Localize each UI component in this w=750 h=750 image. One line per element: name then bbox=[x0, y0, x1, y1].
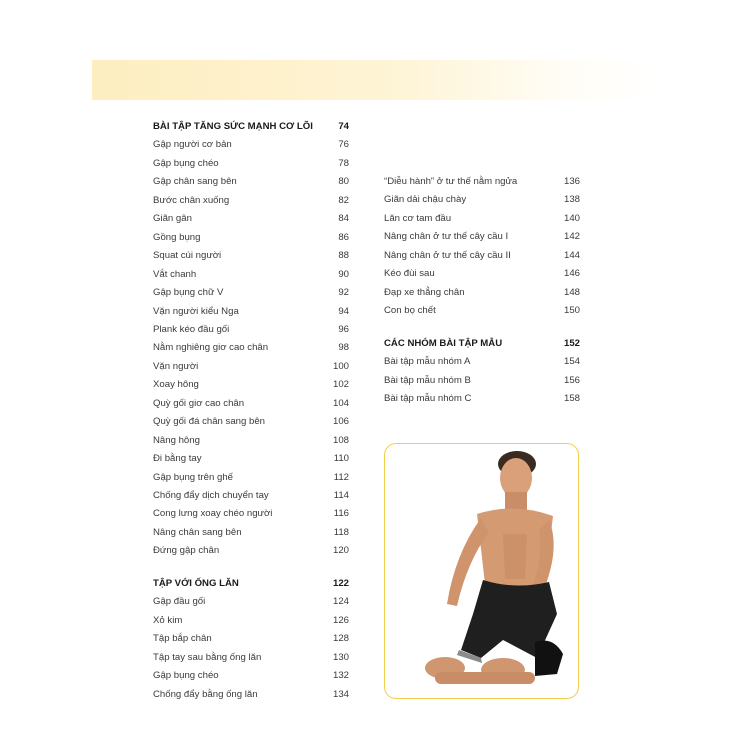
toc-entry bbox=[153, 247, 349, 265]
toc-entry-title: Gập người cơ bản bbox=[153, 139, 232, 151]
toc-entry-page: 124 bbox=[332, 596, 349, 608]
toc-entry-page: 138 bbox=[563, 194, 580, 206]
toc-entry bbox=[384, 302, 580, 320]
toc-entry-title: Bước chân xuống bbox=[153, 194, 230, 206]
toc-entry bbox=[153, 505, 349, 523]
toc-entry-page: 148 bbox=[563, 286, 580, 298]
toc-entry-page: 134 bbox=[332, 688, 349, 700]
toc-entry bbox=[153, 450, 349, 468]
toc-entry-page: 118 bbox=[333, 526, 349, 538]
toc-entry-page: 88 bbox=[338, 250, 349, 262]
toc-entry-title: Gập bụng chéo bbox=[153, 670, 219, 682]
toc-entry bbox=[153, 376, 349, 394]
toc-entry-title: Gập chân sang bên bbox=[153, 176, 237, 188]
toc-entry bbox=[153, 469, 349, 487]
toc-entry bbox=[153, 173, 349, 191]
toc-entry-page: 100 bbox=[332, 360, 349, 372]
toc-entry-title: TẬP VỚI ỐNG LĂN bbox=[153, 578, 239, 589]
toc-entry-page: 76 bbox=[338, 139, 349, 151]
toc-entry bbox=[384, 372, 580, 390]
toc-section-heading bbox=[153, 575, 349, 593]
toc-entry-title: Plank kéo đầu gối bbox=[153, 323, 230, 335]
toc-entry-title: Quỳ gối đá chân sang bên bbox=[153, 416, 266, 428]
toc-entry-page: 144 bbox=[563, 249, 580, 261]
exercise-photo bbox=[384, 443, 579, 699]
toc-entry-page: 86 bbox=[338, 231, 349, 243]
toc-entry bbox=[153, 487, 349, 505]
toc-entry bbox=[153, 321, 349, 339]
toc-entry-title: Gập bụng trên ghế bbox=[153, 471, 234, 483]
toc-entry bbox=[153, 339, 349, 357]
toc-entry-title: BÀI TẬP TĂNG SỨC MẠNH CƠ LÕI bbox=[153, 121, 313, 132]
toc-entry-page: 152 bbox=[563, 338, 580, 349]
toc-entry-page: 104 bbox=[332, 397, 349, 409]
toc-entry-title: Xoay hông bbox=[153, 379, 199, 391]
toc-entry-page: 98 bbox=[338, 342, 349, 354]
toc-entry bbox=[153, 266, 349, 284]
toc-entry bbox=[384, 353, 580, 371]
toc-entry-title: Vặn người kiểu Nga bbox=[153, 305, 239, 317]
toc-entry-page: 114 bbox=[333, 490, 349, 501]
toc-entry-page: 80 bbox=[338, 176, 349, 188]
toc-entry-page: 106 bbox=[332, 416, 349, 428]
toc-entry-page: 92 bbox=[338, 287, 349, 299]
toc-entry-page: 102 bbox=[332, 379, 349, 391]
toc-entry-title: Con bọ chết bbox=[384, 305, 436, 317]
toc-entry bbox=[153, 284, 349, 302]
toc-entry bbox=[153, 395, 349, 413]
toc-entry-title: Nâng hông bbox=[153, 434, 200, 446]
toc-entry-title: Gập bụng chéo bbox=[153, 157, 219, 169]
toc-entry-page: 120 bbox=[332, 545, 349, 557]
toc-entry bbox=[153, 155, 349, 173]
toc-entry bbox=[384, 210, 580, 228]
toc-entry-title: CÁC NHÓM BÀI TẬP MẪU bbox=[384, 338, 503, 349]
toc-entry-title: Nâng chân sang bên bbox=[153, 526, 242, 538]
toc-entry-title: Chống đẩy dịch chuyển tay bbox=[153, 490, 269, 501]
toc-entry-page: 132 bbox=[332, 670, 349, 682]
toc-entry bbox=[384, 247, 580, 265]
toc-entry-page: 140 bbox=[563, 212, 580, 224]
toc-entry-page: 84 bbox=[338, 213, 349, 225]
toc-entry-page: 156 bbox=[563, 374, 580, 386]
toc-entry-page: 154 bbox=[563, 356, 580, 368]
toc-entry-page: 74 bbox=[338, 121, 349, 132]
toc-section-heading bbox=[384, 335, 580, 353]
toc-entry bbox=[153, 210, 349, 228]
toc-entry bbox=[153, 136, 349, 154]
toc-entry bbox=[153, 542, 349, 560]
toc-entry-title: Nâng chân ở tư thế cây cầu I bbox=[384, 231, 509, 243]
toc-entry bbox=[384, 228, 580, 246]
toc-entry-title: Nâng chân ở tư thế cây cầu II bbox=[384, 249, 511, 261]
toc-entry-page: 108 bbox=[332, 434, 349, 446]
toc-entry bbox=[153, 630, 349, 648]
toc-entry bbox=[153, 612, 349, 630]
toc-entry bbox=[384, 390, 580, 408]
kneeling-man-illustration bbox=[385, 444, 579, 699]
header-band bbox=[92, 60, 652, 100]
toc-entry bbox=[153, 593, 349, 611]
toc-entry-title: Quỳ gối giơ cao chân bbox=[153, 397, 245, 409]
toc-entry-page: 116 bbox=[333, 508, 349, 520]
toc-entry-page: 136 bbox=[563, 176, 580, 187]
toc-entry-page: 78 bbox=[338, 157, 349, 169]
toc-entry-title: Đứng gập chân bbox=[153, 545, 220, 557]
toc-entry bbox=[153, 358, 349, 376]
toc-entry-title: Xỏ kim bbox=[153, 614, 183, 626]
toc-entry bbox=[384, 173, 580, 191]
toc-entry-page: 90 bbox=[338, 268, 349, 280]
toc-entry bbox=[153, 303, 349, 321]
toc-entry-title: Vặn người bbox=[153, 360, 199, 372]
toc-entry bbox=[153, 524, 349, 542]
toc-entry-title: Tập bắp chân bbox=[153, 633, 212, 645]
toc-entry bbox=[384, 191, 580, 209]
toc-entry bbox=[153, 432, 349, 450]
toc-entry-page: 82 bbox=[338, 194, 349, 206]
toc-entry bbox=[153, 192, 349, 210]
toc-entry-title: Đi bằng tay bbox=[153, 453, 202, 465]
toc-entry-title: Bài tập mẫu nhóm A bbox=[384, 356, 471, 368]
toc-entry bbox=[153, 229, 349, 247]
toc-entry-page: 150 bbox=[563, 305, 580, 317]
toc-entry bbox=[153, 686, 349, 704]
toc-entry-title: Gồng bụng bbox=[153, 231, 201, 243]
toc-entry-title: Giãn gân bbox=[153, 213, 192, 225]
toc-entry-title: Kéo đùi sau bbox=[384, 268, 435, 280]
toc-entry bbox=[384, 284, 580, 302]
toc-entry-page: 158 bbox=[563, 393, 580, 405]
toc-entry-page: 94 bbox=[338, 305, 349, 317]
toc-entry-page: 110 bbox=[333, 453, 349, 465]
toc-entry-title: Chống đẩy bằng ống lăn bbox=[153, 688, 258, 700]
toc-entry bbox=[153, 649, 349, 667]
toc-entry-title: Lăn cơ tam đầu bbox=[384, 212, 452, 224]
toc-entry-title: “Diễu hành” ở tư thế nằm ngửa bbox=[384, 176, 518, 187]
toc-entry-title: Bài tập mẫu nhóm B bbox=[384, 374, 471, 386]
toc-entry-page: 146 bbox=[563, 268, 580, 280]
toc-entry-title: Đạp xe thẳng chân bbox=[384, 286, 465, 298]
toc-entry-page: 96 bbox=[338, 323, 349, 335]
toc-entry-title: Gập bụng chữ V bbox=[153, 287, 224, 299]
toc-entry-page: 142 bbox=[563, 231, 580, 243]
toc-entry-title: Nằm nghiêng giơ cao chân bbox=[153, 342, 269, 354]
toc-entry bbox=[384, 265, 580, 283]
toc-section-heading bbox=[153, 118, 349, 136]
toc-entry-page: 112 bbox=[333, 471, 349, 483]
toc-entry-title: Giãn dải chậu chày bbox=[384, 194, 467, 206]
toc-entry bbox=[153, 413, 349, 431]
toc-entry-title: Vắt chanh bbox=[153, 268, 197, 280]
toc-entry-title: Cong lưng xoay chéo người bbox=[153, 508, 273, 520]
toc-entry-page: 126 bbox=[332, 614, 349, 626]
toc-entry-title: Bài tập mẫu nhóm C bbox=[384, 393, 472, 405]
toc-entry bbox=[153, 667, 349, 685]
toc-entry-page: 128 bbox=[332, 633, 349, 645]
toc-entry-title: Squat cúi người bbox=[153, 250, 222, 262]
toc-entry-title: Tập tay sau bằng ống lăn bbox=[153, 651, 262, 663]
toc-entry-page: 130 bbox=[332, 651, 349, 663]
toc-entry-page: 122 bbox=[332, 578, 349, 589]
toc-entry-title: Gập đầu gối bbox=[153, 596, 206, 608]
